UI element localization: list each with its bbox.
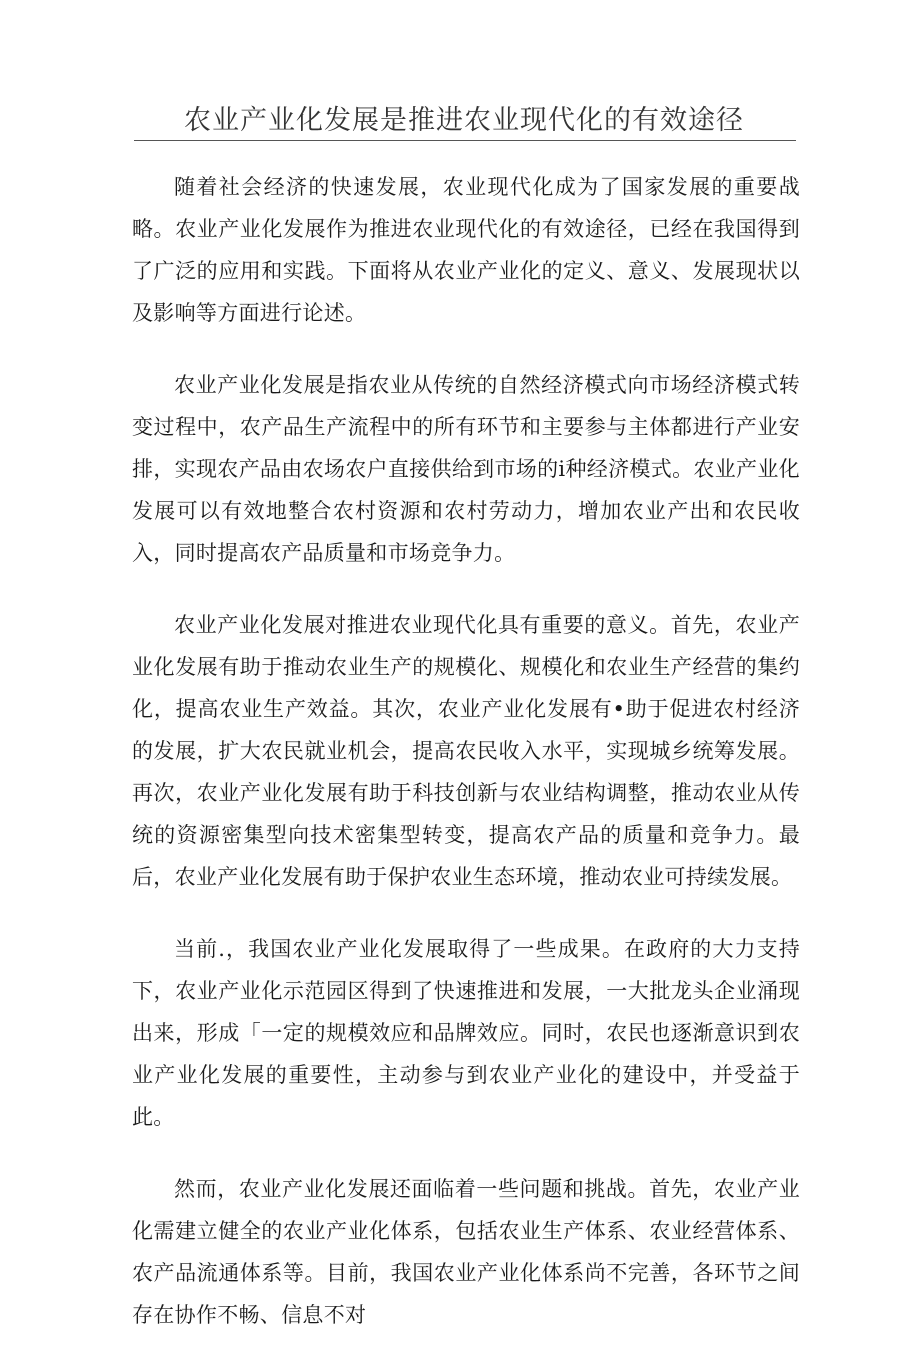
paragraph-current-status: 当前.，我国农业产业化发展取得了一些成果。在政府的大力支持下，农业产业化示范园区得到了快速推进和发展，一大批龙头企业涌现出来，形成「一定的规模效应和品牌效应。同时，农民也逐渐意识到农业产业化发展的重要性，主动参与到农业产业化的建设中，并受益于此。	[132, 937, 800, 1129]
paragraph-challenges: 然而，农业产业化发展还面临着一些问题和挑战。首先，农业产业化需建立健全的农业产业化体系，包括农业生产体系、农业经营体系、农产品流通体系等。目前，我国农业产业化体系尚不完善，各环节之间存在协作不畅、信息不对	[132, 1177, 800, 1327]
paragraph-definition: 农业产业化发展是指农业从传统的自然经济模式向市场经济模式转变过程中，农产品生产流程中的所有环节和主要参与主体都进行产业安排，实现农产品由农场农户直接供给到市场的i种经济模式。农业产业化发展可以有效地整合农村资源和农村劳动力，增加农业产出和农民收入，同时提高农产品质量和市场竞争力。	[132, 373, 800, 565]
paragraph-intro: 随着社会经济的快速发展，农业现代化成为了国家发展的重要战略。农业产业化发展作为推进农业现代化的有效途径，已经在我国得到了广泛的应用和实践。下面将从农业产业化的定义、意义、发展现状以及影响等方面进行论述。	[132, 175, 800, 325]
title-underline	[134, 140, 796, 141]
document-body	[132, 166, 800, 1366]
document-title: 农业产业化发展是推进农业现代化的有效途径	[184, 105, 744, 136]
paragraph-significance: 农业产业化发展对推进农业现代化具有重要的意义。首先，农业产业化发展有助于推动农业生产的规模化、规模化和农业生产经营的集约化，提高农业生产效益。其次，农业产业化发展有•助于促进农村经济的发展，扩大农民就业机会，提高农民收入水平，实现城乡统筹发展。再次，农业产业化发展有助于科技创新与农业结构调整，推动农业从传统的资源密集型向技术密集型转变，提高农产品的质量和竞争力。最后，农业产业化发展有助于保护农业生态环境，推动农业可持续发展。	[132, 613, 800, 889]
